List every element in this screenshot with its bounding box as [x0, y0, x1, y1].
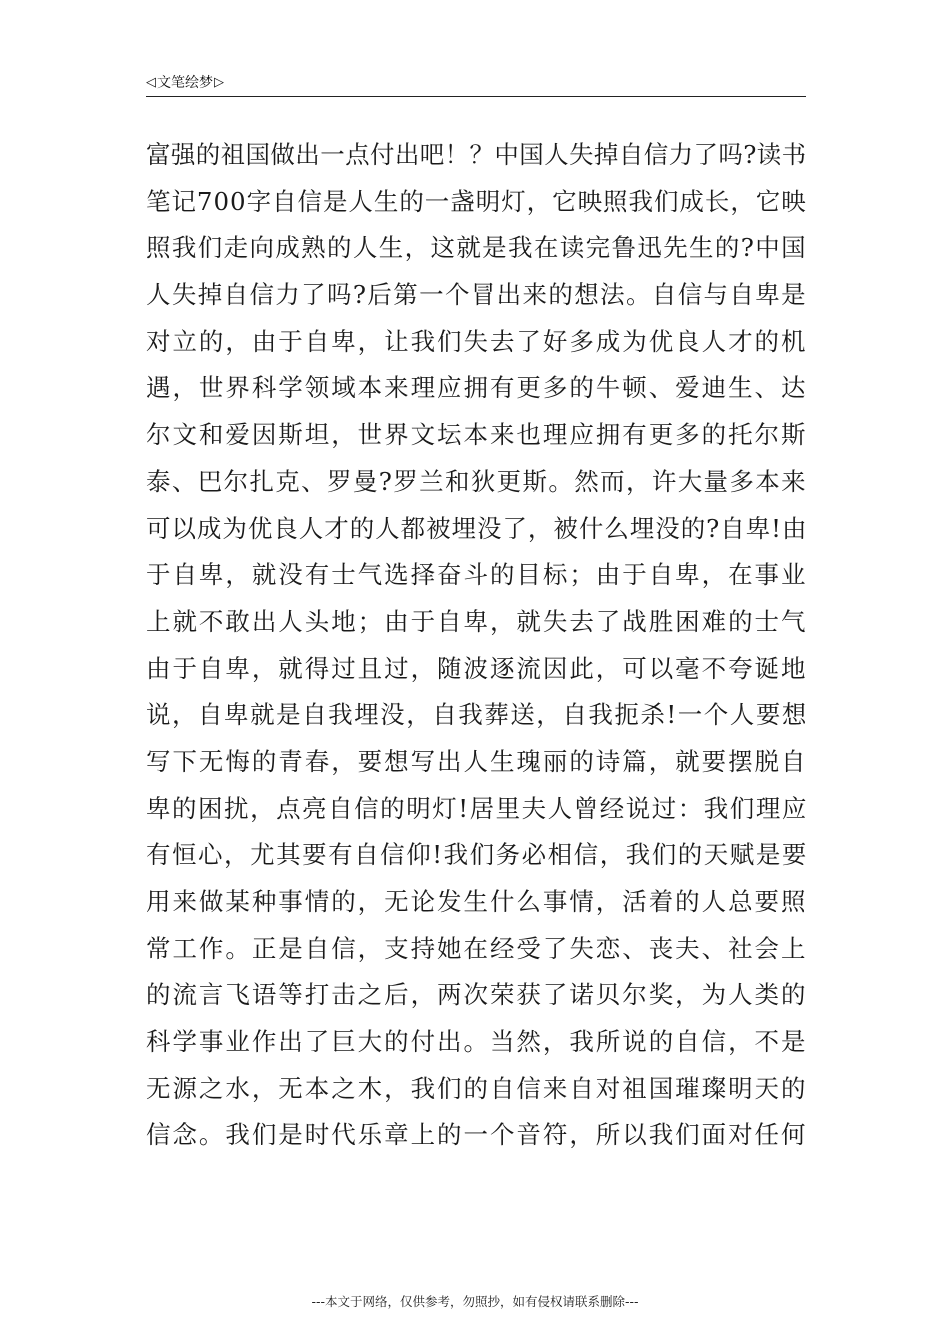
text-line: 写下无悔的青春，要想写出人生瑰丽的诗篇，就要摆脱自 — [146, 746, 808, 776]
text-line: 遇，世界科学领域本来理应拥有更多的牛顿、爱迪生、达 — [146, 373, 808, 403]
text-line: 有恒心，尤其要有自信仰!我们务必相信，我们的天赋是要 — [146, 840, 808, 870]
text-line: 尔文和爱因斯坦，世界文坛本来也理应拥有更多的托尔斯 — [146, 420, 808, 450]
header-title: 文笔绘梦 — [157, 75, 213, 91]
text-line: 科学事业作出了巨大的付出。当然，我所说的自信，不是 — [146, 1027, 808, 1057]
text-line: 对立的，由于自卑，让我们失去了好多成为优良人才的机 — [146, 326, 808, 356]
body-text — [146, 132, 808, 1159]
right-triangle-icon: ▷ — [214, 75, 224, 90]
page-footer: ---本文于网络，仅供参考，勿照抄，如有侵权请联系删除--- — [311, 1294, 639, 1309]
text-line: 照我们走向成熟的人生，这就是我在读完鲁迅先生的?中国 — [146, 233, 807, 263]
text-line: 的流言飞语等打击之后，两次荣获了诺贝尔奖，为人类的 — [146, 980, 808, 1010]
text-line: 卑的困扰，点亮自信的明灯!居里夫人曾经说过：我们理应 — [146, 793, 808, 823]
header-divider — [146, 96, 806, 97]
text-line: 笔记700字自信是人生的一盏明灯，它映照我们成长，它映 — [146, 186, 807, 216]
text-line: 上就不敢出人头地；由于自卑，就失去了战胜困难的士气 — [146, 606, 808, 636]
text-line: 富强的祖国做出一点付出吧！？中国人失掉自信力了吗?读书 — [146, 140, 807, 169]
text-line: 于自卑，就没有士气选择奋斗的目标；由于自卑，在事业 — [146, 560, 808, 590]
text-line: 用来做某种事情的，无论发生什么事情，活着的人总要照 — [146, 887, 808, 916]
text-line: 信念。我们是时代乐章上的一个音符，所以我们面对任何 — [146, 1120, 808, 1150]
text-line: 由于自卑，就得过且过，随波逐流因此，可以毫不夸诞地 — [146, 653, 808, 683]
text-line: 泰、巴尔扎克、罗曼?罗兰和狄更斯。然而，许大量多本来 — [146, 466, 807, 496]
text-line: 可以成为优良人才的人都被埋没了，被什么埋没的?自卑!由 — [146, 513, 808, 543]
page-header — [146, 74, 224, 92]
text-line: 人失掉自信力了吗?后第一个冒出来的想法。自信与自卑是 — [146, 280, 807, 310]
left-triangle-icon: ◁ — [146, 75, 156, 90]
text-line: 常工作。正是自信，支持她在经受了失恋、丧夫、社会上 — [146, 933, 808, 963]
text-line: 说，自卑就是自我埋没，自我葬送，自我扼杀!一个人要想 — [146, 700, 808, 730]
text-line: 无源之水，无本之木，我们的自信来自对祖国璀璨明天的 — [146, 1073, 808, 1103]
